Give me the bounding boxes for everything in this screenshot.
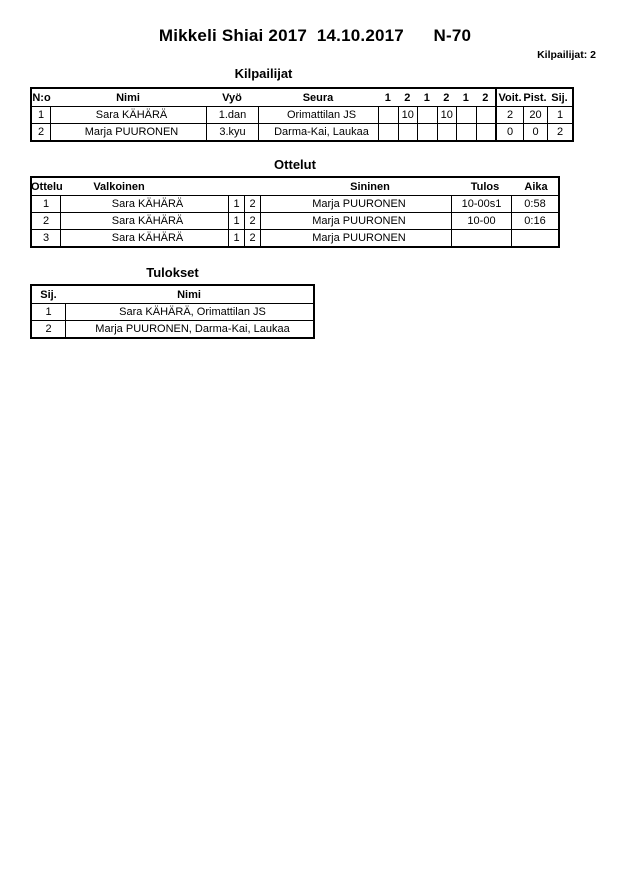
cell-pist: 20 [523, 107, 547, 123]
ottelut-table [30, 176, 560, 248]
cell-aika [511, 230, 558, 246]
kilpailijat-table [30, 87, 574, 142]
cell-tulos: 10-00s1 [451, 196, 511, 212]
header-score-2: 2 [404, 91, 411, 104]
header-valkoinen: Valkoinen [93, 180, 145, 193]
competitor-count-label: Kilpailijat: 2 [537, 49, 596, 61]
tulokset-table [30, 284, 315, 339]
cell-corner-2: 2 [244, 196, 260, 212]
header-tulos: Tulos [470, 180, 500, 193]
cell-score-3 [417, 107, 437, 123]
cell-seura: Orimattilan JS [258, 107, 378, 123]
header-sij: Sij. [40, 288, 57, 301]
cell-sij: 2 [547, 124, 572, 140]
cell-corner-1: 1 [228, 196, 244, 212]
header-score-4: 2 [443, 91, 450, 104]
header-no: N:o [32, 91, 51, 104]
cell-nimi: Sara KÄHÄRÄ [50, 107, 206, 123]
header-seura: Seura [302, 91, 334, 104]
cell-corner-1: 1 [228, 213, 244, 229]
cell-voit: 2 [495, 107, 523, 123]
header-score-1: 1 [384, 91, 391, 104]
header-score-3: 1 [423, 91, 430, 104]
cell-tulos: 10-00 [451, 213, 511, 229]
cell-match-no: 3 [42, 232, 50, 244]
cell-nimi: Marja PUURONEN, Darma-Kai, Laukaa [65, 321, 313, 337]
cell-score-2: 10 [398, 107, 418, 123]
kilpailijat-heading: Kilpailijat [234, 66, 293, 81]
cell-sininen: Marja PUURONEN [260, 213, 451, 229]
header-sininen: Sininen [350, 180, 390, 193]
cell-sininen: Marja PUURONEN [260, 230, 451, 246]
cell-score-6 [476, 107, 496, 123]
table-row [32, 229, 558, 246]
header-score-6: 2 [482, 91, 489, 104]
header-aika: Aika [524, 180, 548, 193]
cell-aika: 0:16 [511, 213, 558, 229]
cell-no: 1 [37, 109, 45, 121]
cell-voit: 0 [495, 124, 523, 140]
header-pist: Pist. [523, 91, 547, 104]
kilpailijat-header-row [32, 89, 572, 106]
header-nimi: Nimi [177, 288, 201, 301]
cell-pist: 0 [523, 124, 547, 140]
cell-corner-1: 1 [228, 230, 244, 246]
cell-sij: 1 [547, 107, 572, 123]
page-title: Mikkeli Shiai 2017 14.10.2017 N-70 [158, 26, 472, 45]
tulokset-heading: Tulokset [146, 265, 199, 280]
cell-vyo: 3.kyu [206, 124, 258, 140]
cell-valkoinen: Sara KÄHÄRÄ [60, 213, 228, 229]
header-nimi: Nimi [116, 91, 140, 104]
cell-nimi: Marja PUURONEN [50, 124, 206, 140]
cell-sij: 2 [45, 323, 52, 335]
cell-valkoinen: Sara KÄHÄRÄ [60, 196, 228, 212]
cell-score-4: 10 [437, 107, 457, 123]
header-ottelu: Ottelu [31, 180, 63, 193]
cell-tulos [451, 230, 511, 246]
cell-corner-2: 2 [244, 213, 260, 229]
cell-score-5 [456, 107, 476, 123]
cell-match-no: 1 [42, 198, 50, 210]
cell-no: 2 [37, 126, 45, 138]
table-row [32, 195, 558, 212]
cell-score-2 [398, 124, 418, 140]
cell-match-no: 2 [42, 215, 50, 227]
cell-score-5 [456, 124, 476, 140]
cell-sij: 1 [45, 306, 52, 318]
tulokset-header-row [32, 286, 313, 303]
cell-vyo: 1.dan [206, 107, 258, 123]
table-row [32, 123, 572, 140]
header-voit: Voit. [495, 89, 523, 106]
header-sij: Sij. [551, 91, 568, 104]
table-row [32, 320, 313, 337]
cell-score-6 [476, 124, 496, 140]
table-row [32, 212, 558, 229]
header-score-5: 1 [462, 91, 469, 104]
table-row [32, 303, 313, 320]
ottelut-header-row [32, 178, 558, 195]
cell-corner-2: 2 [244, 230, 260, 246]
table-row [32, 106, 572, 123]
cell-sininen: Marja PUURONEN [260, 196, 451, 212]
cell-score-1 [378, 107, 398, 123]
cell-score-1 [378, 124, 398, 140]
cell-aika: 0:58 [511, 196, 558, 212]
cell-valkoinen: Sara KÄHÄRÄ [60, 230, 228, 246]
header-vyo: Vyö [222, 91, 242, 104]
ottelut-heading: Ottelut [274, 157, 316, 172]
cell-seura: Darma-Kai, Laukaa [258, 124, 378, 140]
cell-score-4 [437, 124, 457, 140]
cell-nimi: Sara KÄHÄRÄ, Orimattilan JS [65, 304, 313, 320]
cell-score-3 [417, 124, 437, 140]
